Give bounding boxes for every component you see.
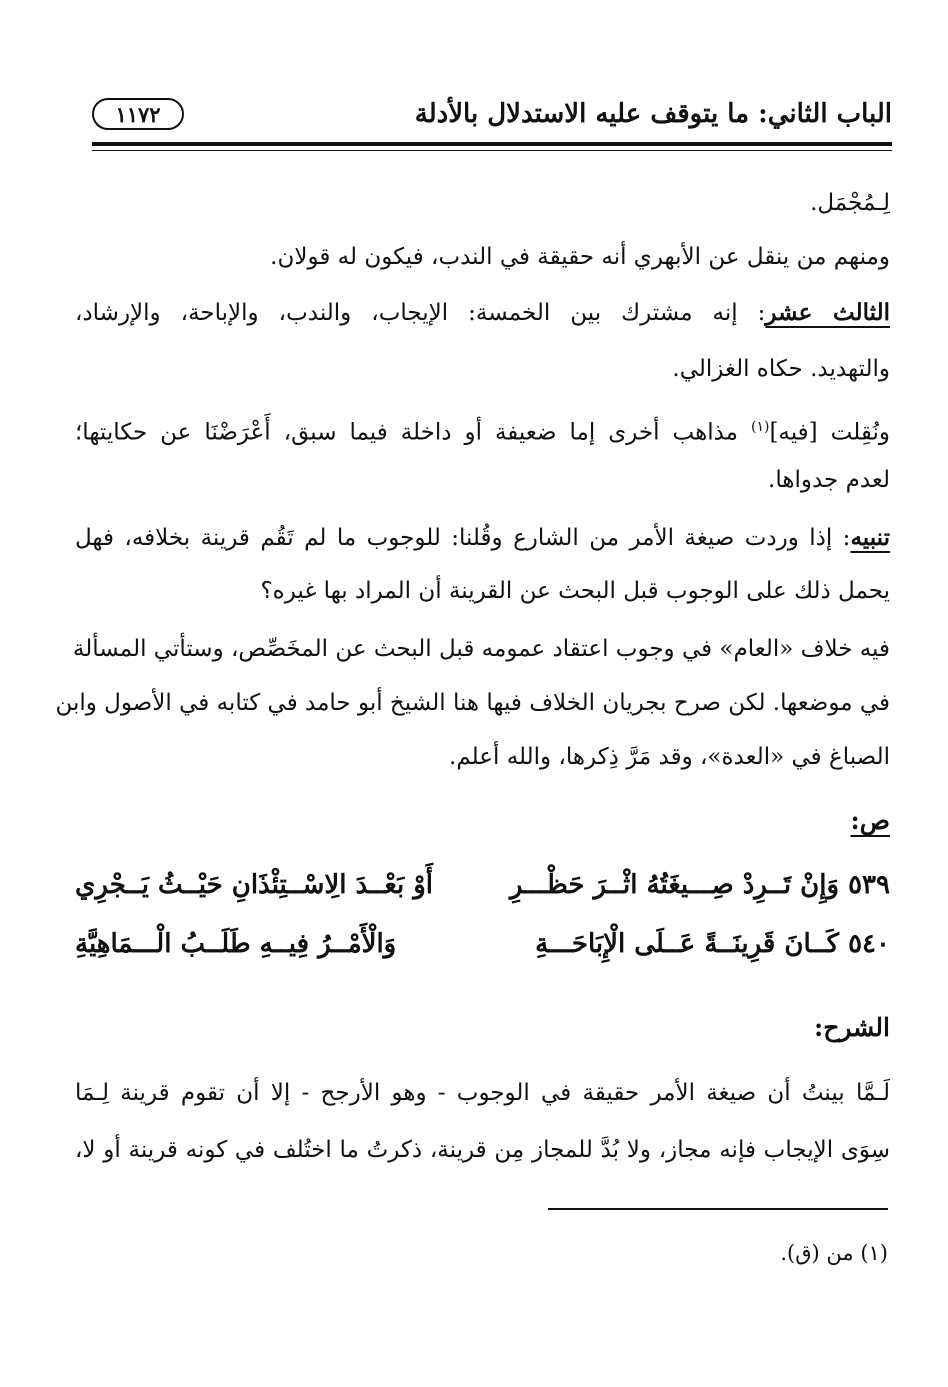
verse-hemistich-second: وَالْأَمْــرُ فِيــهِ طَلَــبُ الْـــمَاهِيَّةِ <box>75 929 397 959</box>
verse-hemistich-first: ٥٣٩ وَإِنْ تَــرِدْ صِـــيغَتُهُ اثْــرَ حَظْـــرِ <box>509 870 890 900</box>
header-rule-thick <box>92 142 892 146</box>
paragraph-line: في موضعها. لكن صرح بجريان الخلاف فيها هنا الشيخ أبو حامد في كتابه في الأصول وابن <box>55 690 890 716</box>
commentary-heading: الشرح: <box>813 1013 890 1042</box>
section-label: الثالث عشر <box>765 299 890 326</box>
paragraph-text: : إذا وردت صيغة الأمر من الشارع وقُلنا: للوجوب ما لم تَقُم قرينة بخلافه، فهل <box>75 525 851 551</box>
paragraph-text: مذاهب أخرى إما ضعيفة أو داخلة فيما سبق، أَعْرَضْنَا عن حكايتها؛ <box>75 419 751 446</box>
paragraph-line: لَـمَّا بينتُ أن صيغة الأمر حقيقة في الوجوب - وهو الأرجح - إلا أن تقوم قرينة لِـمَا <box>75 1080 890 1106</box>
paragraph-line: يحمل ذلك على الوجوب قبل البحث عن القرينة أن المراد بها غيره؟ <box>260 578 890 604</box>
paragraph-text: : إنه مشترك بين الخمسة: الإيجاب، والندب، والإباحة، والإرشاد، <box>75 300 766 326</box>
footnote: (١) من (ق). <box>780 1241 888 1265</box>
paragraph-line <box>75 521 890 555</box>
header-rule-thin <box>92 150 892 151</box>
note-label: تنبيه <box>850 524 890 551</box>
paragraph-line: ومنهم من ينقل عن الأبهري أنه حقيقة في الندب، فيكون له قولان. <box>270 244 890 270</box>
paragraph-line <box>75 296 890 330</box>
verse-hemistich-second: أَوْ بَعْــدَ الِاسْــتِئْذَانِ حَيْــثُ يَــجْرِي <box>75 870 434 900</box>
footnote-ref: (١) <box>750 419 770 435</box>
paragraph-line: لعدم جدواها. <box>768 467 890 493</box>
page-header <box>92 92 892 136</box>
chapter-title: الباب الثاني: ما يتوقف عليه الاستدلال بالأدلة <box>414 99 892 129</box>
paragraph-line: لِـمُجْمَل. <box>810 190 890 216</box>
verse-hemistich-first: ٥٤٠ كَــانَ قَرِينَــةً عَــلَى الْإِبَاحَـــةِ <box>535 929 890 959</box>
verse-line <box>75 870 890 910</box>
verse-heading: ص: <box>850 806 890 835</box>
paragraph-line: فيه خلاف «العام» في وجوب اعتقاد عمومه قبل البحث عن المخَصِّص، وستأتي المسألة <box>72 636 890 662</box>
paragraph-line: والتهديد. حكاه الغزالي. <box>672 356 890 382</box>
verse-line <box>75 929 890 969</box>
footnote-rule <box>548 1208 888 1210</box>
paragraph-line <box>75 410 890 450</box>
paragraph-line: سِوَى الإيجاب فإنه مجاز، ولا بُدَّ للمجاز مِن قرينة، ذكرتُ ما اختُلف في كونه قرينة أو لا، <box>75 1137 890 1163</box>
paragraph-text: ونُقِلت [فيه] <box>769 419 890 446</box>
paragraph-line: الصباغ في «العدة»، وقد مَرَّ ذِكرها، والله أعلم. <box>449 744 890 770</box>
page-number: ١١٧٢ <box>92 98 184 130</box>
